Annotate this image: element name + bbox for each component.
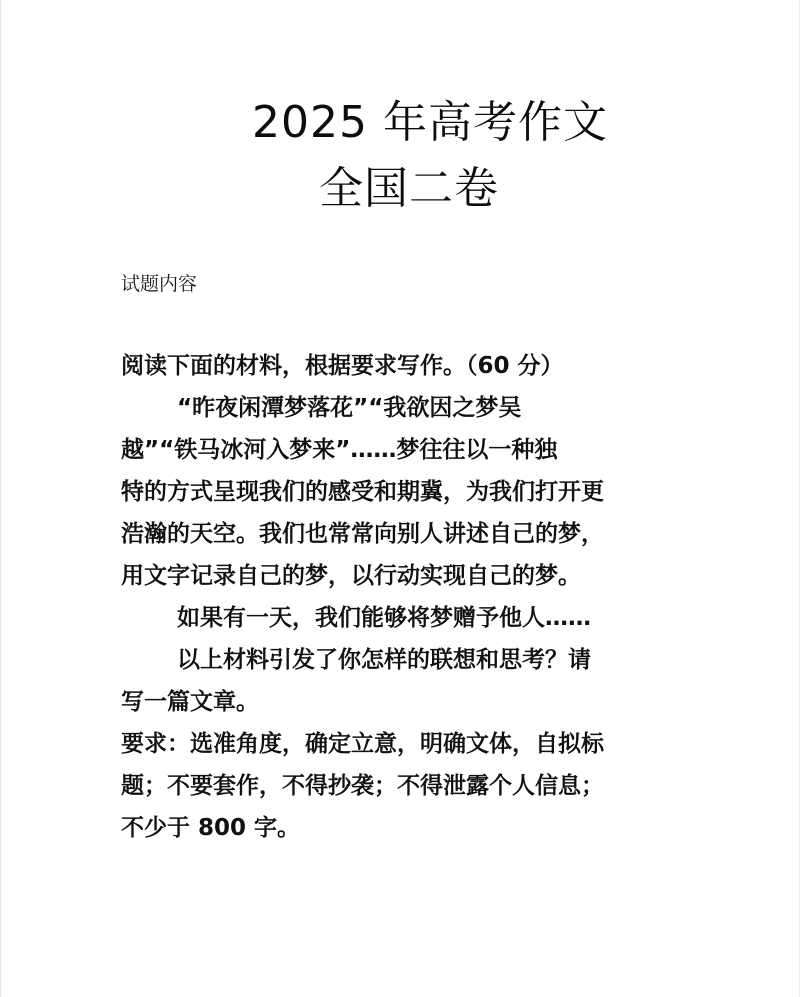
text-line: “昨夜闲潭梦落花”“我欲因之梦吴: [177, 395, 522, 421]
text-line: 不少于 800 字。: [121, 815, 301, 841]
text-line: 浩瀚的天空。我们也常常向别人讲述自己的梦，: [121, 521, 604, 547]
text-line: 以上材料引发了你怎样的联想和思考？请: [177, 647, 591, 673]
text-line: 用文字记录自己的梦，以行动实现自己的梦。: [121, 563, 581, 589]
text-line: 要求：选准角度，确定立意，明确文体，自拟标: [121, 731, 604, 757]
text-line: 阅读下面的材料，根据要求写作。（60 分）: [121, 353, 564, 379]
text-line: 越”“铁马冰河入梦来”……梦往往以一种独: [121, 437, 558, 463]
section-label: 试题内容: [121, 273, 198, 295]
text-line: 题；不要套作，不得抄袭；不得泄露个人信息；: [121, 773, 604, 799]
text-line: 写一篇文章。: [121, 689, 259, 715]
text-line: 如果有一天，我们能够将梦赠予他人……: [177, 605, 591, 631]
title-line-1: 2025 年高考作文: [252, 97, 608, 148]
text-line: 特的方式呈现我们的感受和期冀，为我们打开更: [121, 479, 604, 505]
title-line-2: 全国二卷: [319, 163, 499, 214]
